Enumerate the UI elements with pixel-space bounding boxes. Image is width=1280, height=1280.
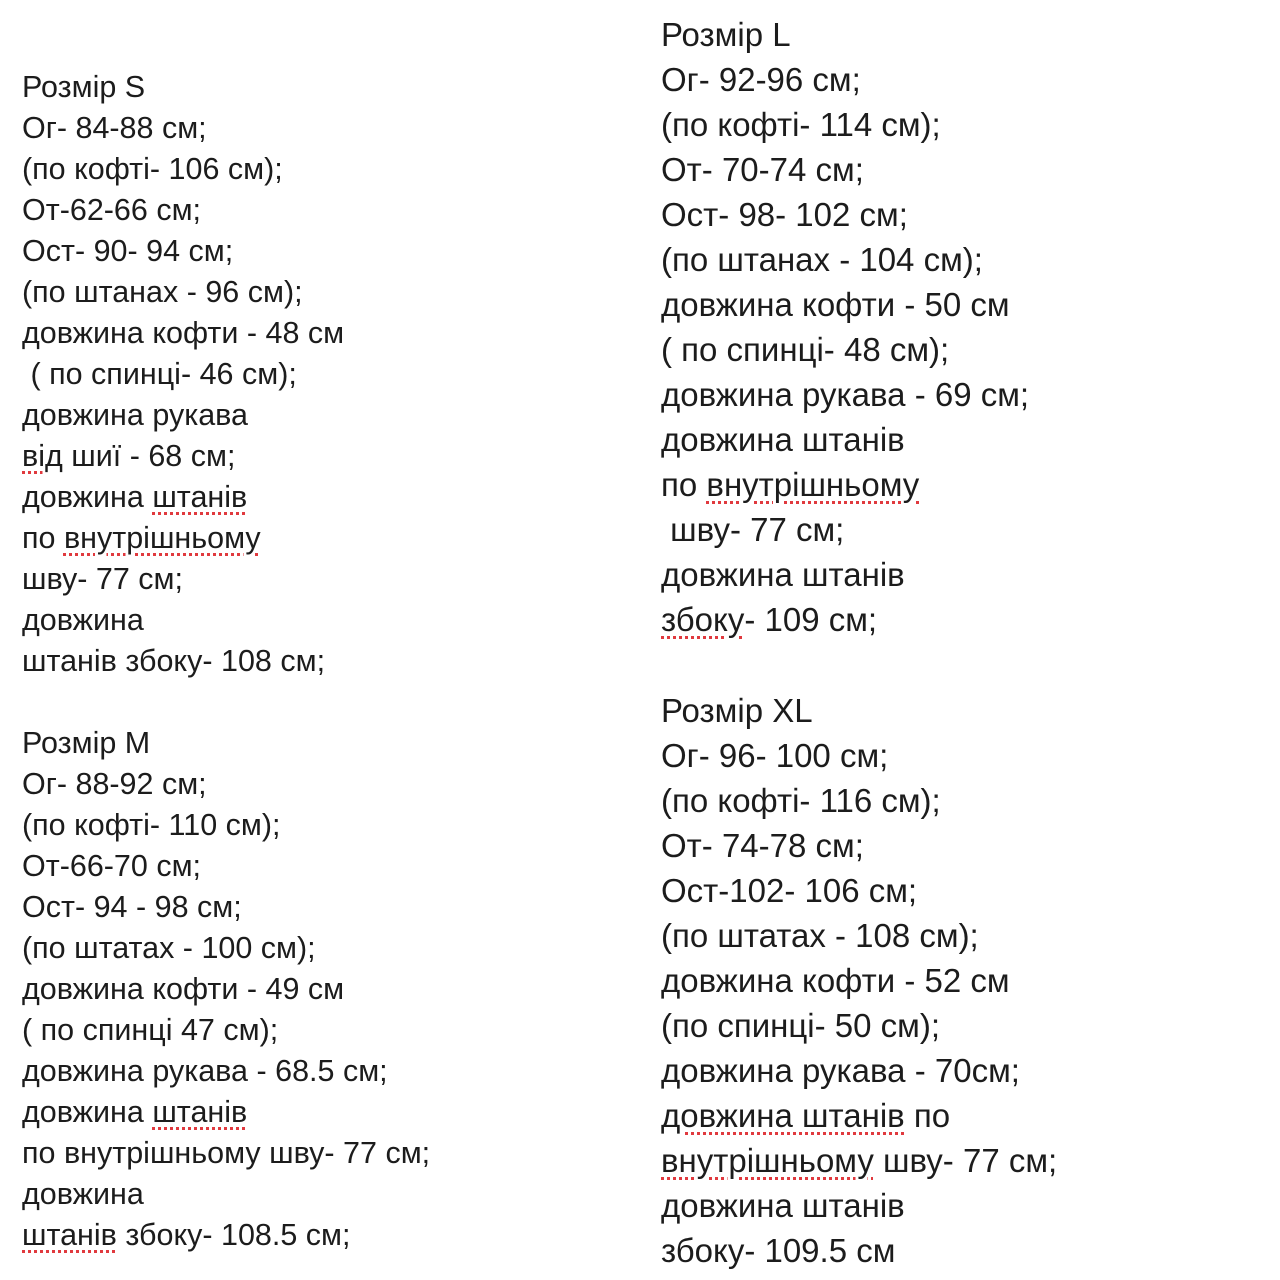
line-text: довжина [22, 1177, 144, 1211]
measurement-line [661, 823, 1057, 868]
line-text: Ост- 98- 102 см; [661, 196, 908, 233]
line-text: шву- 77 см; [22, 562, 183, 596]
measurement-line [22, 764, 430, 805]
measurement-line [661, 733, 1057, 778]
line-text: Ост- 90- 94 см; [22, 234, 234, 268]
line-text: довжина рукава - 70см; [661, 1052, 1020, 1089]
line-text: (по кофті- 106 см); [22, 152, 283, 186]
measurement-line [661, 417, 1029, 462]
measurement-line [22, 518, 344, 559]
measurement-line [22, 928, 430, 969]
measurement-line [661, 597, 1029, 642]
measurement-line [661, 1093, 1057, 1138]
line-text: довжина штанів [661, 421, 905, 458]
size-xl-section [661, 688, 1057, 1273]
measurement-line [22, 1010, 430, 1051]
line-text: (по кофті- 114 см); [661, 106, 941, 143]
line-text: Ост-102- 106 см; [661, 872, 918, 909]
measurement-line [22, 600, 344, 641]
size-m-section [22, 723, 430, 1256]
line-text: От- 74-78 см; [661, 827, 864, 864]
line-text: От-62-66 см; [22, 193, 202, 227]
line-text: по [22, 521, 64, 555]
measurement-line [661, 237, 1029, 282]
measurement-line [22, 846, 430, 887]
measurement-line [661, 868, 1057, 913]
size-heading [22, 67, 344, 108]
measurement-line [22, 313, 344, 354]
line-text: збоку- 109.5 см [661, 1232, 896, 1269]
line-text: От- 70-74 см; [661, 151, 864, 188]
line-text: Розмір S [22, 70, 146, 104]
line-text: ( по спинці 47 см); [22, 1013, 279, 1047]
spellcheck-flagged-word: внутрішньому [706, 466, 920, 503]
measurement-line [661, 372, 1029, 417]
measurement-line [661, 1048, 1057, 1093]
measurement-line [22, 354, 344, 395]
line-text: довжина кофти - 50 см [661, 286, 1010, 323]
line-text: шву- 77 см; [661, 511, 845, 548]
line-text: (по штатах - 100 см); [22, 931, 316, 965]
line-text: ( по спинці- 48 см); [661, 331, 950, 368]
line-text: (по штанах - 96 см); [22, 275, 303, 309]
line-text: довжина кофти - 52 см [661, 962, 1010, 999]
size-s-section [22, 67, 344, 682]
spellcheck-flagged-word: внутрішньому [63, 521, 261, 555]
measurement-line [22, 272, 344, 313]
measurement-line [661, 1183, 1057, 1228]
spellcheck-flagged-word: штанів [152, 480, 248, 514]
line-text: (по спинці- 50 см); [661, 1007, 941, 1044]
line-text: (по штанах - 104 см); [661, 241, 983, 278]
measurement-line [22, 641, 344, 682]
spellcheck-flagged-word: від [22, 439, 63, 473]
size-heading [661, 12, 1029, 57]
line-text: по внутрішньому шву- 77 см; [22, 1136, 431, 1170]
line-text: Ог- 88-92 см; [22, 767, 207, 801]
measurement-line [22, 559, 344, 600]
measurement-line [22, 477, 344, 518]
line-text: шиї - 68 см; [62, 439, 236, 473]
measurement-line [22, 1092, 430, 1133]
measurement-line [22, 887, 430, 928]
line-text: шву- 77 см; [873, 1142, 1058, 1179]
line-text: Розмір L [661, 16, 791, 53]
measurement-line [22, 436, 344, 477]
measurement-line [22, 805, 430, 846]
spellcheck-flagged-word: довжина штанів [661, 1097, 905, 1134]
line-text: довжина [22, 603, 144, 637]
measurement-line [22, 108, 344, 149]
measurement-line [661, 552, 1029, 597]
line-text: Ост- 94 - 98 см; [22, 890, 242, 924]
line-text: Ог- 84-88 см; [22, 111, 207, 145]
line-text: довжина штанів [661, 1187, 905, 1224]
size-heading [661, 688, 1057, 733]
measurement-line [22, 1174, 430, 1215]
measurement-line [22, 395, 344, 436]
line-text: Ог- 96- 100 см; [661, 737, 889, 774]
measurement-line [22, 190, 344, 231]
line-text: Розмір XL [661, 692, 813, 729]
line-text: довжина рукава - 68.5 см; [22, 1054, 388, 1088]
measurement-line [22, 1051, 430, 1092]
measurement-line [661, 507, 1029, 552]
line-text: довжина рукава - 69 см; [661, 376, 1030, 413]
measurement-line [22, 149, 344, 190]
size-l-section [661, 12, 1029, 642]
measurement-line [661, 462, 1029, 507]
line-text: довжина штанів [661, 556, 905, 593]
line-text: довжина рукава [22, 398, 249, 432]
line-text: довжина кофти - 49 см [22, 972, 345, 1006]
line-text: збоку- 108.5 см; [116, 1218, 351, 1252]
measurement-line [661, 958, 1057, 1003]
measurement-line [661, 192, 1029, 237]
line-text: довжина [22, 1095, 153, 1129]
measurement-line [661, 778, 1057, 823]
measurement-line [661, 1228, 1057, 1273]
size-heading [22, 723, 430, 764]
measurement-line [22, 969, 430, 1010]
spellcheck-flagged-word: внутрішньому [661, 1142, 874, 1179]
line-text: по [904, 1097, 951, 1134]
spellcheck-flagged-word: штанів [152, 1095, 248, 1129]
line-text: (по штатах - 108 см); [661, 917, 979, 954]
line-text: ( по спинці- 46 см); [22, 357, 297, 391]
line-text: (по кофті- 116 см); [661, 782, 941, 819]
measurement-line [661, 282, 1029, 327]
line-text: довжина [22, 480, 153, 514]
measurement-line [661, 327, 1029, 372]
line-text: Розмір M [22, 726, 151, 760]
measurement-line [22, 231, 344, 272]
measurement-line [661, 1003, 1057, 1048]
line-text: Ог- 92-96 см; [661, 61, 861, 98]
line-text: От-66-70 см; [22, 849, 202, 883]
measurement-line [661, 147, 1029, 192]
line-text: довжина кофти - 48 см [22, 316, 345, 350]
spellcheck-flagged-word: штанів [22, 1218, 117, 1252]
measurement-line [661, 102, 1029, 147]
measurement-line [661, 57, 1029, 102]
measurement-line [661, 913, 1057, 958]
measurement-line [661, 1138, 1057, 1183]
line-text: штанів збоку- 108 см; [22, 644, 326, 678]
measurement-line [22, 1215, 430, 1256]
line-text: по [661, 466, 707, 503]
measurement-line [22, 1133, 430, 1174]
line-text: (по кофті- 110 см); [22, 808, 281, 842]
line-text: - 109 см; [744, 601, 878, 638]
spellcheck-flagged-word: збоку [661, 601, 745, 638]
